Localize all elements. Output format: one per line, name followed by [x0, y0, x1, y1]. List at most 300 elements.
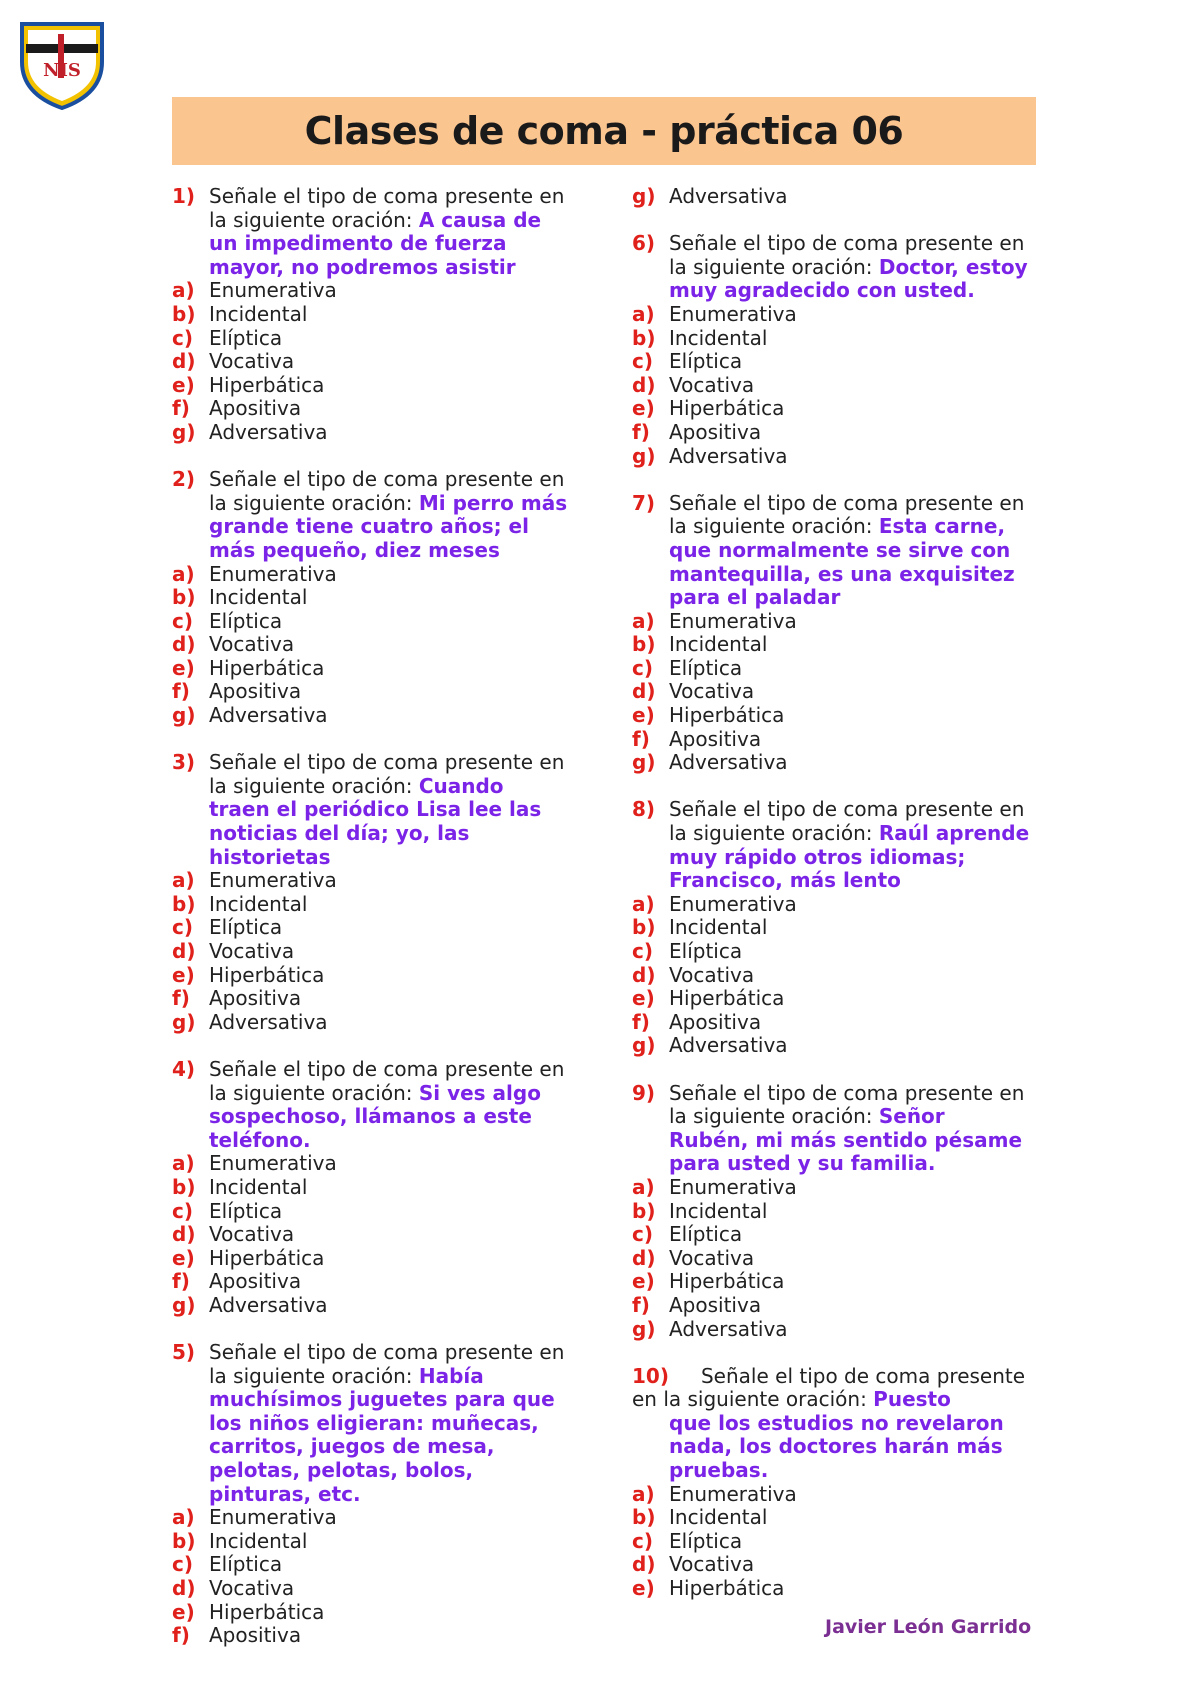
- option-text: Vocativa: [209, 632, 295, 657]
- question-stem: la siguiente oración:: [669, 254, 879, 279]
- question-stem: la siguiente oración:: [209, 490, 419, 515]
- answer-option: [172, 704, 612, 728]
- example-sentence: Señor: [878, 1104, 945, 1129]
- option-text: Vocativa: [209, 1222, 295, 1247]
- option-text: Apositiva: [209, 679, 302, 704]
- answer-option: [172, 1200, 612, 1224]
- question-stem: Señale el tipo de coma presente en: [669, 1080, 1025, 1105]
- answer-option: [172, 893, 612, 917]
- answer-option: [632, 1247, 1072, 1271]
- answer-option: [632, 397, 1072, 421]
- question-line: [632, 1388, 1072, 1412]
- example-sentence: muchísimos juguetes para que: [209, 1387, 555, 1412]
- right-column: [632, 185, 1072, 1601]
- example-sentence: que normalmente se sirve con: [669, 537, 1011, 562]
- question-stem: la siguiente oración:: [669, 821, 879, 846]
- answer-option: [632, 1011, 1072, 1035]
- option-letter: d): [172, 939, 196, 963]
- question-number: 9): [632, 1080, 656, 1105]
- option-letter: e): [632, 703, 655, 728]
- answer-option: [172, 633, 612, 657]
- option-text: Incidental: [209, 891, 308, 916]
- option-text: Enumerativa: [669, 1481, 797, 1506]
- answer-option: [632, 657, 1072, 681]
- question-gap: [632, 209, 1072, 233]
- option-text: Hiperbática: [209, 962, 325, 987]
- question-stem: Señale el tipo de coma presente en: [669, 231, 1025, 256]
- option-letter: e): [632, 1269, 655, 1294]
- example-sentence: historietas: [209, 844, 331, 869]
- answer-option: [172, 327, 612, 351]
- example-sentence: Cuando: [418, 773, 504, 798]
- question-number: 5): [172, 1340, 196, 1365]
- option-text: Adversativa: [669, 1316, 788, 1341]
- option-text: Enumerativa: [669, 891, 797, 916]
- option-text: Incidental: [209, 1174, 308, 1199]
- option-text: Vocativa: [209, 939, 295, 963]
- page-title: Clases de coma - práctica 06: [304, 109, 904, 153]
- answer-option: [632, 916, 1072, 940]
- question-number: 10): [632, 1363, 669, 1388]
- answer-option: [172, 869, 612, 893]
- question-line: [172, 256, 612, 280]
- option-text: Hiperbática: [209, 1245, 325, 1270]
- option-text: Hiperbática: [209, 372, 325, 397]
- answer-option: [172, 1176, 612, 1200]
- question-line: [632, 1365, 1072, 1389]
- answer-option: [172, 916, 612, 940]
- option-text: Vocativa: [669, 1245, 755, 1270]
- option-letter: c): [172, 325, 193, 350]
- option-letter: b): [632, 1505, 656, 1530]
- option-letter: b): [172, 1528, 196, 1553]
- question-gap: [172, 1034, 612, 1058]
- answer-option: [632, 1176, 1072, 1200]
- question-stem: la siguiente oración:: [669, 514, 879, 539]
- answer-option: [632, 751, 1072, 775]
- option-letter: g): [172, 1009, 196, 1034]
- question-stem: la siguiente oración:: [209, 1363, 419, 1388]
- question-line: [632, 256, 1072, 280]
- question-line: [632, 563, 1072, 587]
- option-text: Incidental: [669, 1505, 768, 1530]
- question-line: [172, 185, 612, 209]
- question-number: 7): [632, 490, 656, 515]
- question-line: [172, 1388, 612, 1412]
- title-banner: [172, 97, 1036, 165]
- example-sentence: pruebas.: [669, 1458, 769, 1483]
- option-text: Apositiva: [209, 1269, 302, 1294]
- question-number: 6): [632, 231, 656, 256]
- option-text: Apositiva: [669, 1292, 762, 1317]
- example-sentence: pinturas, etc.: [209, 1481, 361, 1506]
- question-stem: la siguiente oración:: [209, 1080, 419, 1105]
- example-sentence: mayor, no podremos asistir: [209, 254, 516, 279]
- example-sentence: Doctor, estoy: [878, 254, 1028, 279]
- option-text: Incidental: [669, 632, 768, 657]
- example-sentence: noticias del día; yo, las: [209, 821, 470, 846]
- option-text: Enumerativa: [209, 1505, 337, 1530]
- logo-text: NIS: [43, 60, 81, 81]
- option-text: Incidental: [669, 1198, 768, 1223]
- example-sentence: Esta carne,: [878, 514, 1006, 539]
- example-sentence: para el paladar: [669, 585, 841, 610]
- option-text: Elíptica: [669, 1222, 743, 1247]
- question-line: [172, 751, 612, 775]
- question-gap: [632, 1341, 1072, 1365]
- question-line: [172, 1483, 612, 1507]
- question-line: [632, 846, 1072, 870]
- example-sentence: nada, los doctores harán más: [669, 1434, 1003, 1459]
- option-letter: f): [172, 1269, 190, 1294]
- question-line: [172, 1105, 612, 1129]
- option-letter: a): [172, 1505, 195, 1530]
- question-line: [632, 1435, 1072, 1459]
- option-letter: c): [632, 1222, 653, 1247]
- option-text: Elíptica: [209, 1552, 283, 1577]
- option-letter: a): [632, 301, 655, 326]
- answer-option: [632, 1223, 1072, 1247]
- option-letter: a): [172, 1151, 195, 1176]
- example-sentence: teléfono.: [209, 1127, 311, 1152]
- option-letter: a): [172, 278, 195, 303]
- question-line: [172, 1341, 612, 1365]
- option-text: Elíptica: [669, 1528, 743, 1553]
- answer-option: [632, 964, 1072, 988]
- answer-option: [632, 940, 1072, 964]
- option-text: Vocativa: [669, 372, 755, 397]
- option-text: Hiperbática: [669, 396, 785, 421]
- answer-option: [632, 374, 1072, 398]
- example-sentence: muy rápido otros idiomas;: [669, 844, 966, 869]
- option-letter: e): [172, 1599, 195, 1624]
- answer-option: [172, 421, 612, 445]
- question-line: [172, 1365, 612, 1389]
- option-letter: f): [172, 1623, 190, 1648]
- answer-option: [632, 327, 1072, 351]
- option-letter: a): [632, 1174, 655, 1199]
- question-stem: la siguiente oración:: [209, 207, 419, 232]
- question-stem: en la siguiente oración:: [632, 1387, 874, 1412]
- option-letter: e): [172, 655, 195, 680]
- answer-option: [172, 303, 612, 327]
- example-sentence: más pequeño, diez meses: [209, 537, 500, 562]
- answer-option: [632, 1553, 1072, 1577]
- question-stem: Señale el tipo de coma presente en: [209, 1340, 565, 1365]
- question-stem: Señale el tipo de coma presente en: [209, 467, 565, 492]
- option-text: Hiperbática: [209, 655, 325, 680]
- answer-option: [172, 1624, 612, 1648]
- option-text: Elíptica: [209, 1198, 283, 1223]
- option-text: Enumerativa: [209, 561, 337, 586]
- question-line: [172, 468, 612, 492]
- option-letter: d): [172, 1222, 196, 1247]
- question-line: [172, 846, 612, 870]
- question-line: [172, 232, 612, 256]
- answer-option: [172, 397, 612, 421]
- option-letter: g): [172, 703, 196, 728]
- option-text: Incidental: [209, 1528, 308, 1553]
- answer-option: [172, 1553, 612, 1577]
- question-stem: Señale el tipo de coma presente en: [209, 750, 565, 775]
- question-line: [632, 586, 1072, 610]
- option-text: Apositiva: [209, 1623, 302, 1648]
- answer-option: [632, 350, 1072, 374]
- example-sentence: un impedimento de fuerza: [209, 231, 507, 256]
- option-letter: e): [632, 1576, 655, 1601]
- option-text: Vocativa: [669, 679, 755, 704]
- question-line: [172, 822, 612, 846]
- option-text: Apositiva: [209, 396, 302, 421]
- option-text: Incidental: [669, 915, 768, 940]
- question-line: [632, 279, 1072, 303]
- option-letter: c): [172, 915, 193, 940]
- option-text: Vocativa: [209, 1576, 295, 1601]
- answer-option: [172, 374, 612, 398]
- option-letter: d): [632, 372, 656, 397]
- example-sentence: Puesto: [873, 1387, 951, 1412]
- example-sentence: muy agradecido con usted.: [669, 278, 975, 303]
- option-letter: c): [172, 1198, 193, 1223]
- question-line: [632, 1412, 1072, 1436]
- option-letter: c): [632, 1528, 653, 1553]
- option-text: Adversativa: [669, 1033, 788, 1058]
- option-letter: g): [632, 443, 656, 468]
- option-text: Apositiva: [669, 1009, 762, 1034]
- answer-option: [172, 1270, 612, 1294]
- question-line: [172, 1058, 612, 1082]
- option-letter: b): [172, 301, 196, 326]
- question-gap: [632, 1058, 1072, 1082]
- option-letter: a): [632, 608, 655, 633]
- answer-option: [172, 350, 612, 374]
- option-text: Apositiva: [209, 986, 302, 1011]
- example-sentence: Francisco, más lento: [669, 868, 901, 893]
- answer-option: [172, 1011, 612, 1035]
- question-line: [632, 798, 1072, 822]
- question-line: [632, 515, 1072, 539]
- question-stem: Señale el tipo de coma presente en: [209, 1056, 565, 1081]
- option-text: Enumerativa: [669, 608, 797, 633]
- answer-option: [172, 563, 612, 587]
- option-letter: e): [172, 1245, 195, 1270]
- question-line: [632, 869, 1072, 893]
- option-letter: f): [632, 1292, 650, 1317]
- option-letter: a): [172, 561, 195, 586]
- question-line: [172, 1412, 612, 1436]
- option-text: Elíptica: [209, 915, 283, 940]
- question-stem: la siguiente oración:: [209, 773, 419, 798]
- option-letter: d): [632, 679, 656, 704]
- option-letter: b): [172, 1174, 196, 1199]
- question-gap: [632, 468, 1072, 492]
- answer-option: [172, 657, 612, 681]
- question-gap: [172, 1318, 612, 1342]
- answer-option: [632, 1483, 1072, 1507]
- option-text: Hiperbática: [209, 1599, 325, 1624]
- answer-option: [632, 1318, 1072, 1342]
- option-letter: b): [632, 915, 656, 940]
- option-letter: d): [172, 349, 196, 374]
- example-sentence: los niños eligieran: muñecas,: [209, 1410, 539, 1435]
- answer-option: [172, 1530, 612, 1554]
- option-text: Hiperbática: [669, 1269, 785, 1294]
- answer-option: [632, 633, 1072, 657]
- option-text: Enumerativa: [669, 301, 797, 326]
- question-line: [172, 1435, 612, 1459]
- answer-option: [632, 303, 1072, 327]
- question-line: [172, 1082, 612, 1106]
- answer-option: [632, 987, 1072, 1011]
- question-line: [172, 515, 612, 539]
- option-letter: a): [632, 1481, 655, 1506]
- option-text: Elíptica: [669, 349, 743, 374]
- answer-option: [172, 1223, 612, 1247]
- question-line: [632, 492, 1072, 516]
- author-name: Javier León Garrido: [825, 1616, 1032, 1638]
- option-letter: e): [172, 962, 195, 987]
- example-sentence: Mi perro más: [418, 490, 568, 515]
- option-text: Enumerativa: [209, 278, 337, 303]
- question-number: 3): [172, 750, 196, 775]
- option-text: Hiperbática: [669, 1576, 785, 1601]
- option-letter: d): [632, 962, 656, 987]
- option-letter: a): [632, 891, 655, 916]
- option-text: Adversativa: [669, 184, 788, 208]
- question-stem: Señale el tipo de coma presente en: [669, 490, 1025, 515]
- option-text: Adversativa: [669, 443, 788, 468]
- option-letter: g): [632, 750, 656, 775]
- option-text: Vocativa: [669, 1552, 755, 1577]
- option-text: Apositiva: [669, 419, 762, 444]
- option-letter: e): [632, 396, 655, 421]
- option-text: Incidental: [669, 325, 768, 350]
- option-text: Elíptica: [669, 939, 743, 963]
- question-line: [632, 539, 1072, 563]
- answer-option: [632, 893, 1072, 917]
- example-sentence: traen el periódico Lisa lee las: [209, 797, 542, 822]
- example-sentence: pelotas, pelotas, bolos,: [209, 1458, 474, 1483]
- option-letter: b): [632, 1198, 656, 1223]
- option-text: Vocativa: [209, 349, 295, 374]
- left-column: [172, 185, 612, 1648]
- answer-option: [172, 987, 612, 1011]
- option-letter: e): [172, 372, 195, 397]
- answer-option: [632, 185, 1072, 209]
- answer-option: [632, 680, 1072, 704]
- example-sentence: Raúl aprende: [878, 821, 1030, 846]
- answer-option: [632, 445, 1072, 469]
- option-text: Adversativa: [209, 1292, 328, 1317]
- answer-option: [172, 279, 612, 303]
- question-line: [632, 1152, 1072, 1176]
- question-stem: la siguiente oración:: [669, 1104, 879, 1129]
- option-letter: g): [172, 1292, 196, 1317]
- option-letter: b): [172, 585, 196, 610]
- answer-option: [172, 1601, 612, 1625]
- example-sentence: Si ves algo: [418, 1080, 541, 1105]
- option-text: Hiperbática: [669, 703, 785, 728]
- question-stem: Señale el tipo de coma presente en: [209, 184, 565, 208]
- answer-option: [172, 586, 612, 610]
- question-line: [632, 1459, 1072, 1483]
- option-letter: b): [632, 325, 656, 350]
- question-gap: [632, 775, 1072, 799]
- example-sentence: Había: [418, 1363, 484, 1388]
- option-letter: g): [172, 419, 196, 444]
- question-line: [172, 492, 612, 516]
- option-text: Adversativa: [209, 1009, 328, 1034]
- option-letter: f): [632, 1009, 650, 1034]
- option-letter: b): [632, 632, 656, 657]
- question-number: 4): [172, 1056, 196, 1081]
- question-line: [632, 1082, 1072, 1106]
- option-text: Enumerativa: [209, 868, 337, 893]
- example-sentence: A causa de: [418, 207, 542, 232]
- option-text: Hiperbática: [669, 986, 785, 1011]
- question-line: [632, 1129, 1072, 1153]
- question-line: [632, 1105, 1072, 1129]
- school-logo: [18, 18, 106, 110]
- question-number: 2): [172, 467, 196, 492]
- option-letter: c): [632, 349, 653, 374]
- question-stem: Señale el tipo de coma presente en: [669, 797, 1025, 822]
- example-sentence: mantequilla, es una exquisitez: [669, 561, 1015, 586]
- option-letter: f): [172, 986, 190, 1011]
- question-number: 1): [172, 184, 196, 208]
- option-text: Apositiva: [669, 726, 762, 751]
- option-text: Adversativa: [209, 703, 328, 728]
- option-letter: b): [172, 891, 196, 916]
- example-sentence: grande tiene cuatro años; el: [209, 514, 529, 539]
- option-text: Elíptica: [209, 325, 283, 350]
- option-text: Elíptica: [209, 608, 283, 633]
- example-sentence: para usted y su familia.: [669, 1151, 936, 1176]
- option-letter: g): [632, 1033, 656, 1058]
- option-letter: f): [632, 726, 650, 751]
- question-line: [172, 209, 612, 233]
- question-line: [172, 1129, 612, 1153]
- question-line: [632, 232, 1072, 256]
- option-text: Enumerativa: [209, 1151, 337, 1176]
- answer-option: [172, 964, 612, 988]
- answer-option: [632, 1577, 1072, 1601]
- option-letter: g): [632, 1316, 656, 1341]
- option-letter: c): [172, 1552, 193, 1577]
- option-text: Adversativa: [209, 419, 328, 444]
- option-letter: g): [632, 184, 656, 208]
- option-letter: c): [172, 608, 193, 633]
- question-gap: [172, 445, 612, 469]
- question-stem: Señale el tipo de coma presente: [700, 1363, 1026, 1388]
- answer-option: [632, 704, 1072, 728]
- option-letter: e): [632, 986, 655, 1011]
- option-letter: a): [172, 868, 195, 893]
- option-text: Incidental: [209, 585, 308, 610]
- answer-option: [632, 1200, 1072, 1224]
- option-text: Adversativa: [669, 750, 788, 775]
- answer-option: [172, 1152, 612, 1176]
- option-letter: d): [172, 1576, 196, 1601]
- answer-option: [172, 940, 612, 964]
- example-sentence: carritos, juegos de mesa,: [209, 1434, 495, 1459]
- example-sentence: Rubén, mi más sentido pésame: [669, 1127, 1023, 1152]
- answer-option: [632, 1294, 1072, 1318]
- question-gap: [172, 728, 612, 752]
- option-letter: c): [632, 939, 653, 963]
- option-text: Enumerativa: [669, 1174, 797, 1199]
- example-sentence: sospechoso, llámanos a este: [209, 1104, 532, 1129]
